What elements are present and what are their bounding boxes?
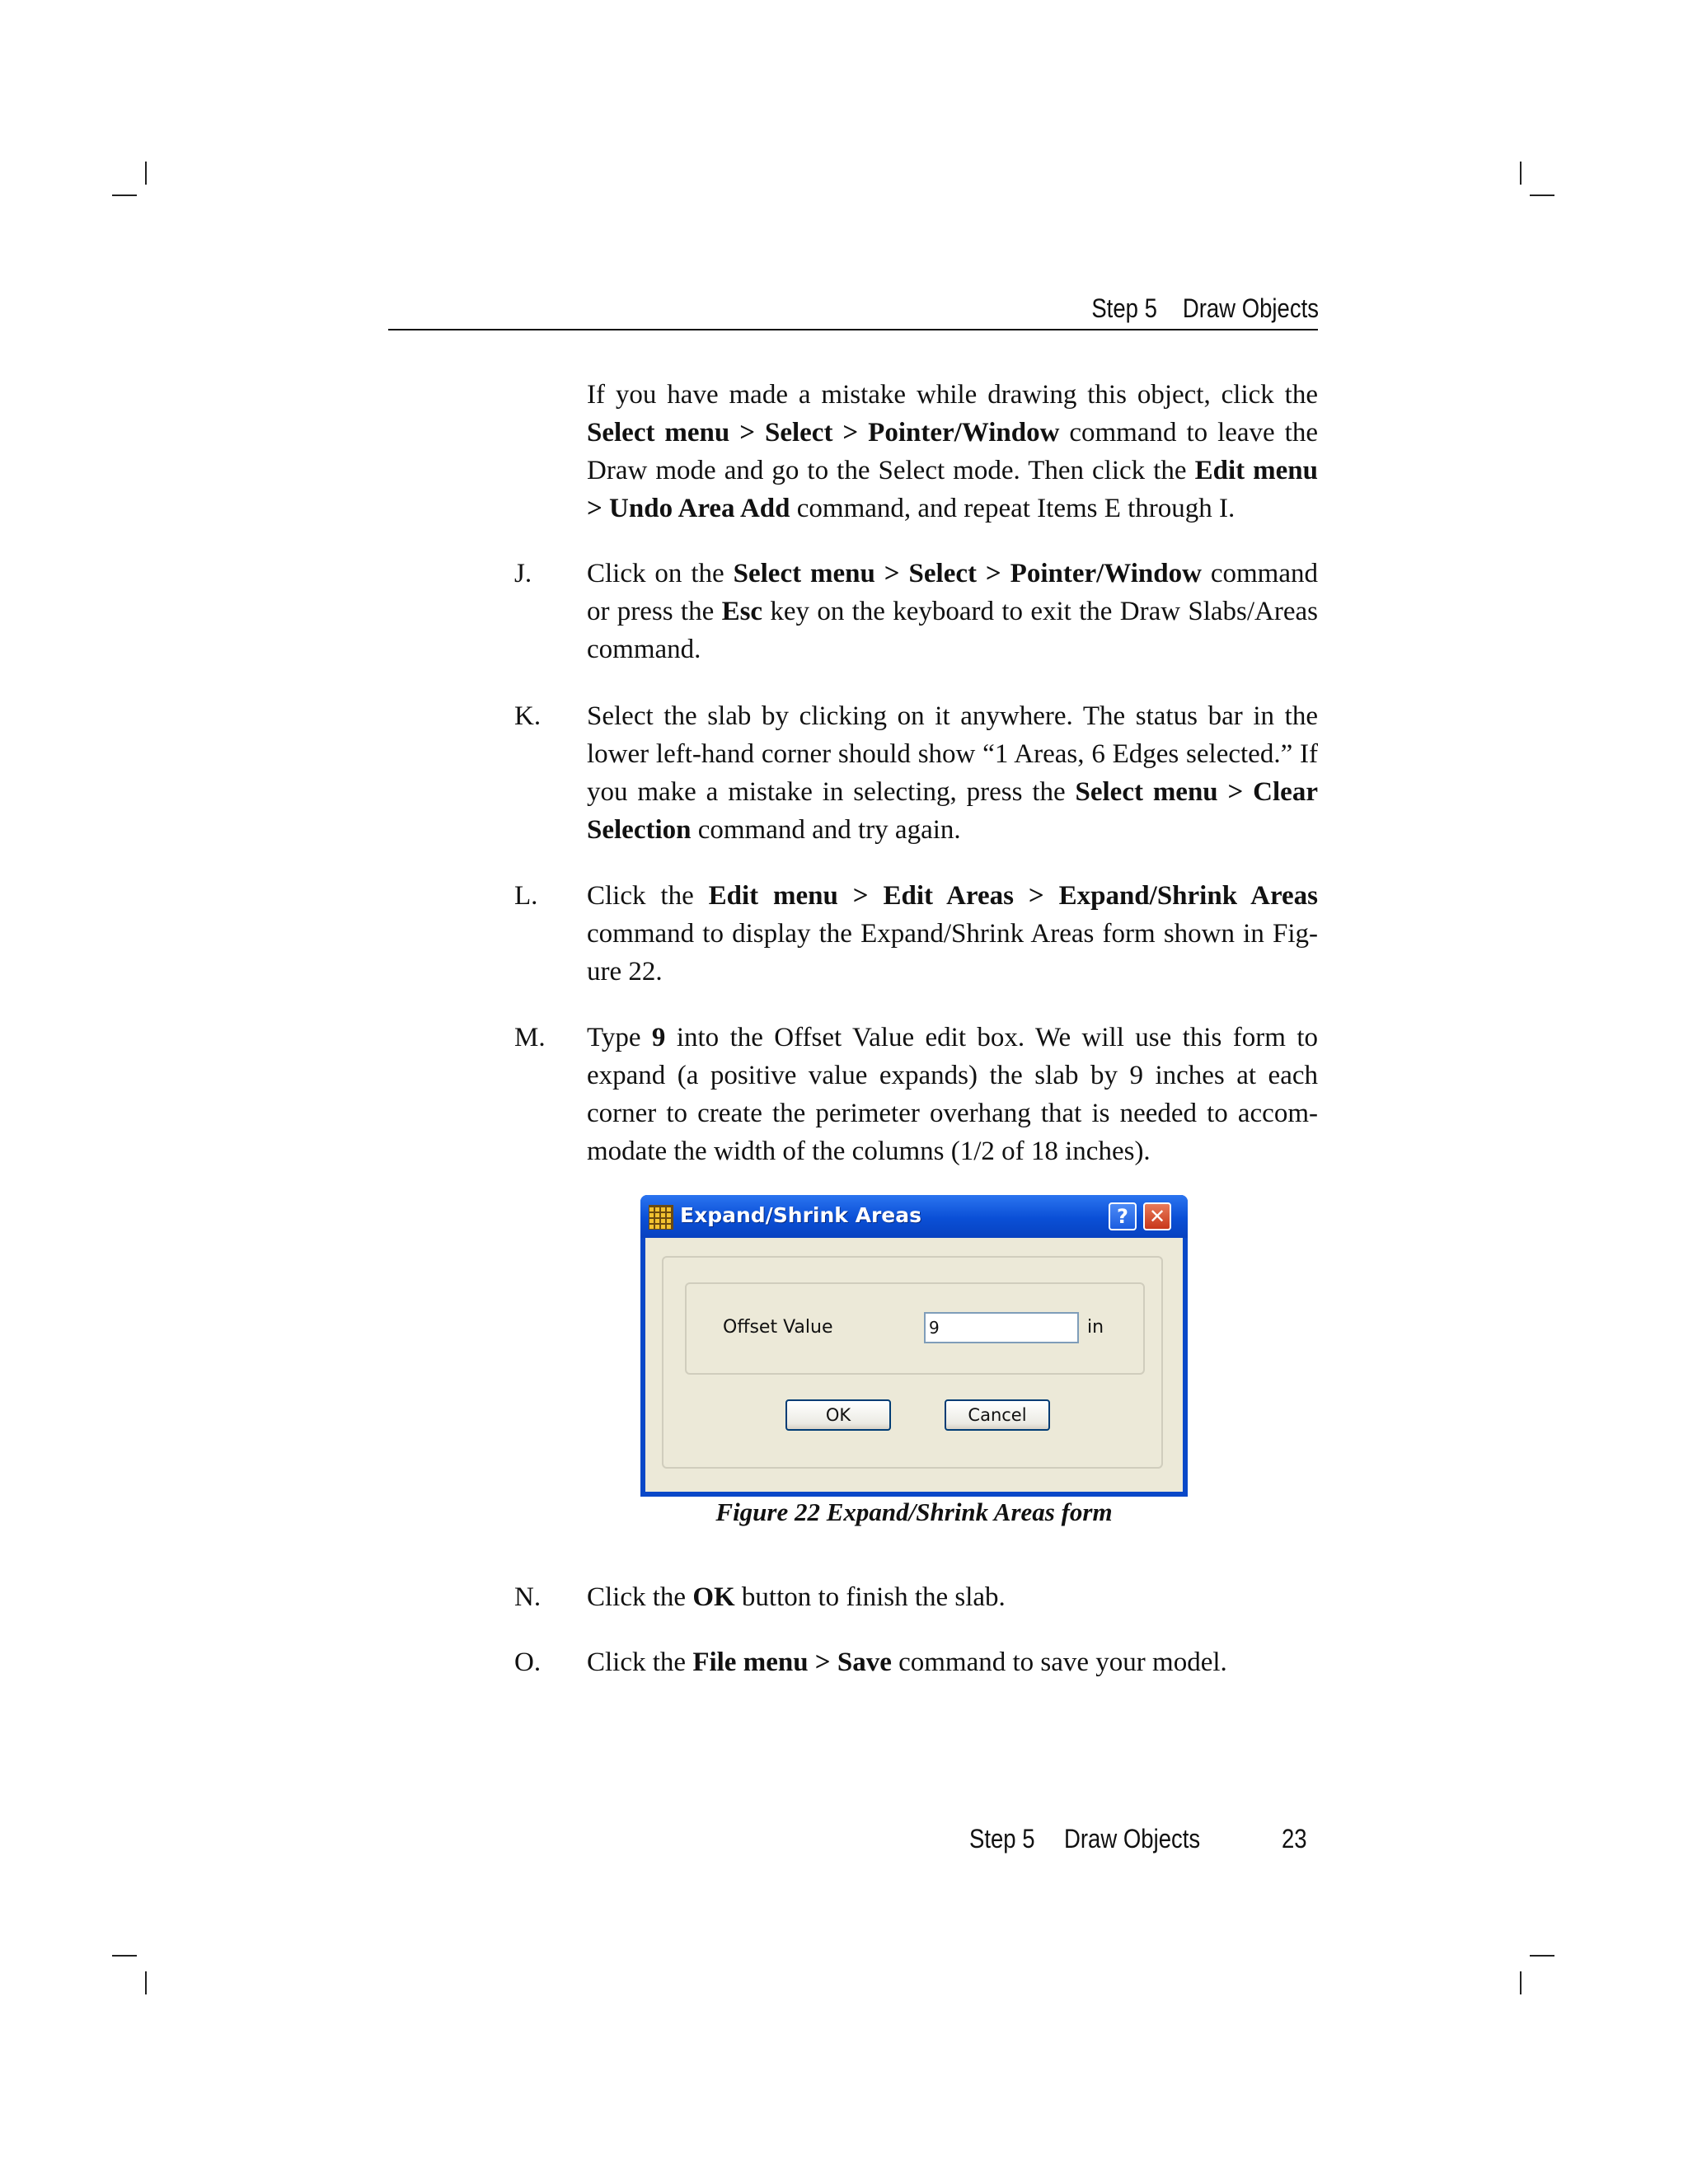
item-letter-n: N. <box>514 1582 542 1612</box>
app-grid-icon <box>649 1205 673 1230</box>
offset-unit-label: in <box>1087 1317 1104 1338</box>
crop-mark <box>1520 162 1522 185</box>
item-k-bold-1: Select menu > Clear Selection <box>587 777 1318 845</box>
dialog-title: Expand/Shrink Areas <box>680 1203 922 1227</box>
item-m-text <box>587 1019 1318 1170</box>
intro-bold-1: Select menu > Select > Pointer/Window <box>587 418 1060 448</box>
item-n-text-1: Click the <box>587 1582 693 1612</box>
item-n-text-2: button to finish the slab. <box>734 1582 1006 1612</box>
item-o-text-1: Click the <box>587 1647 693 1677</box>
header-rule <box>388 329 1318 330</box>
item-l-text <box>587 877 1318 991</box>
ok-button[interactable]: OK <box>785 1399 891 1431</box>
item-o-text <box>587 1643 1318 1681</box>
item-letter-j: J. <box>514 559 532 588</box>
page-number: 23 <box>1282 1824 1307 1854</box>
intro-paragraph <box>587 376 1318 527</box>
item-m-bold-1: 9 <box>651 1023 666 1052</box>
crop-mark <box>1520 1971 1522 1994</box>
intro-text-2: command to leave the Draw mode and go to the Select mode. Then click the <box>587 418 1318 485</box>
help-button[interactable]: ? <box>1109 1202 1137 1230</box>
item-letter-o: O. <box>514 1647 542 1677</box>
crop-mark <box>1530 1955 1554 1957</box>
item-o-text-2: command to save your model. <box>891 1647 1227 1677</box>
item-letter-l: L. <box>514 881 538 911</box>
item-letter-m: M. <box>514 1023 546 1052</box>
crop-mark <box>112 1955 137 1957</box>
item-j-bold-2: Esc <box>721 597 763 626</box>
offset-value-label: Offset Value <box>723 1317 833 1338</box>
item-n-text <box>587 1578 1318 1616</box>
intro-text-3: command, and repeat Items E through I. <box>790 494 1236 523</box>
item-k-text-2: command and try again. <box>691 815 961 845</box>
dialog-body <box>645 1238 1183 1492</box>
item-j-bold-1: Select menu > Select > Pointer/Window <box>733 559 1202 588</box>
crop-mark <box>145 162 147 185</box>
item-l-text-2: command to display the Expand/Shrink Areas form shown in Fig-ure 22. <box>587 919 1318 987</box>
item-k-text <box>587 697 1318 849</box>
header-title: Draw Objects <box>1182 293 1319 323</box>
item-m-text-1: Type <box>587 1023 652 1052</box>
dialog-titlebar <box>640 1195 1188 1238</box>
running-header <box>1035 293 1319 324</box>
footer-step: Step 5 <box>969 1824 1035 1854</box>
offset-value-input[interactable]: 9 <box>924 1312 1079 1343</box>
item-k-text-1: Select the slab by clicking on it anywhere. The status bar in the lower left-hand corner should show “1 Areas, 6 Edges selected.” If you make a mistake in selecting, press the <box>587 701 1318 807</box>
item-m-text-2: into the Offset Value edit box. We will use this form to expand (a positive value expands) the slab by 9 inches at each corner to create the perimeter overhang that is needed to accom-modate the width of the columns (1/2 of 18 inches). <box>587 1023 1318 1166</box>
header-step: Step 5 <box>1091 293 1157 323</box>
item-l-text-1: Click the <box>587 881 709 911</box>
figure-caption: Figure 22 Expand/Shrink Areas form <box>715 1497 1113 1526</box>
intro-bold-2: Edit menu > Undo Area Add <box>587 456 1318 523</box>
footer-title: Draw Objects <box>1064 1824 1201 1854</box>
crop-mark <box>145 1971 147 1994</box>
item-j-text-3: key on the keyboard to exit the Draw Slabs/Areas command. <box>587 597 1318 664</box>
crop-mark <box>112 194 137 196</box>
close-button[interactable]: ✕ <box>1143 1202 1171 1230</box>
item-letter-k: K. <box>514 701 542 731</box>
item-l-bold-1: Edit menu > Edit Areas > Expand/Shrink Areas <box>708 881 1319 911</box>
item-j-text-1: Click on the <box>587 559 734 588</box>
crop-mark <box>1530 194 1554 196</box>
item-j-text <box>587 555 1318 668</box>
item-n-bold-1: OK <box>692 1582 735 1612</box>
item-o-bold-1: File menu > Save <box>692 1647 892 1677</box>
cancel-button[interactable]: Cancel <box>945 1399 1050 1431</box>
item-j-text-2: command or press the <box>587 559 1318 626</box>
expand-shrink-dialog <box>640 1195 1188 1497</box>
intro-text-1: If you have made a mistake while drawing this object, click the <box>587 380 1318 410</box>
